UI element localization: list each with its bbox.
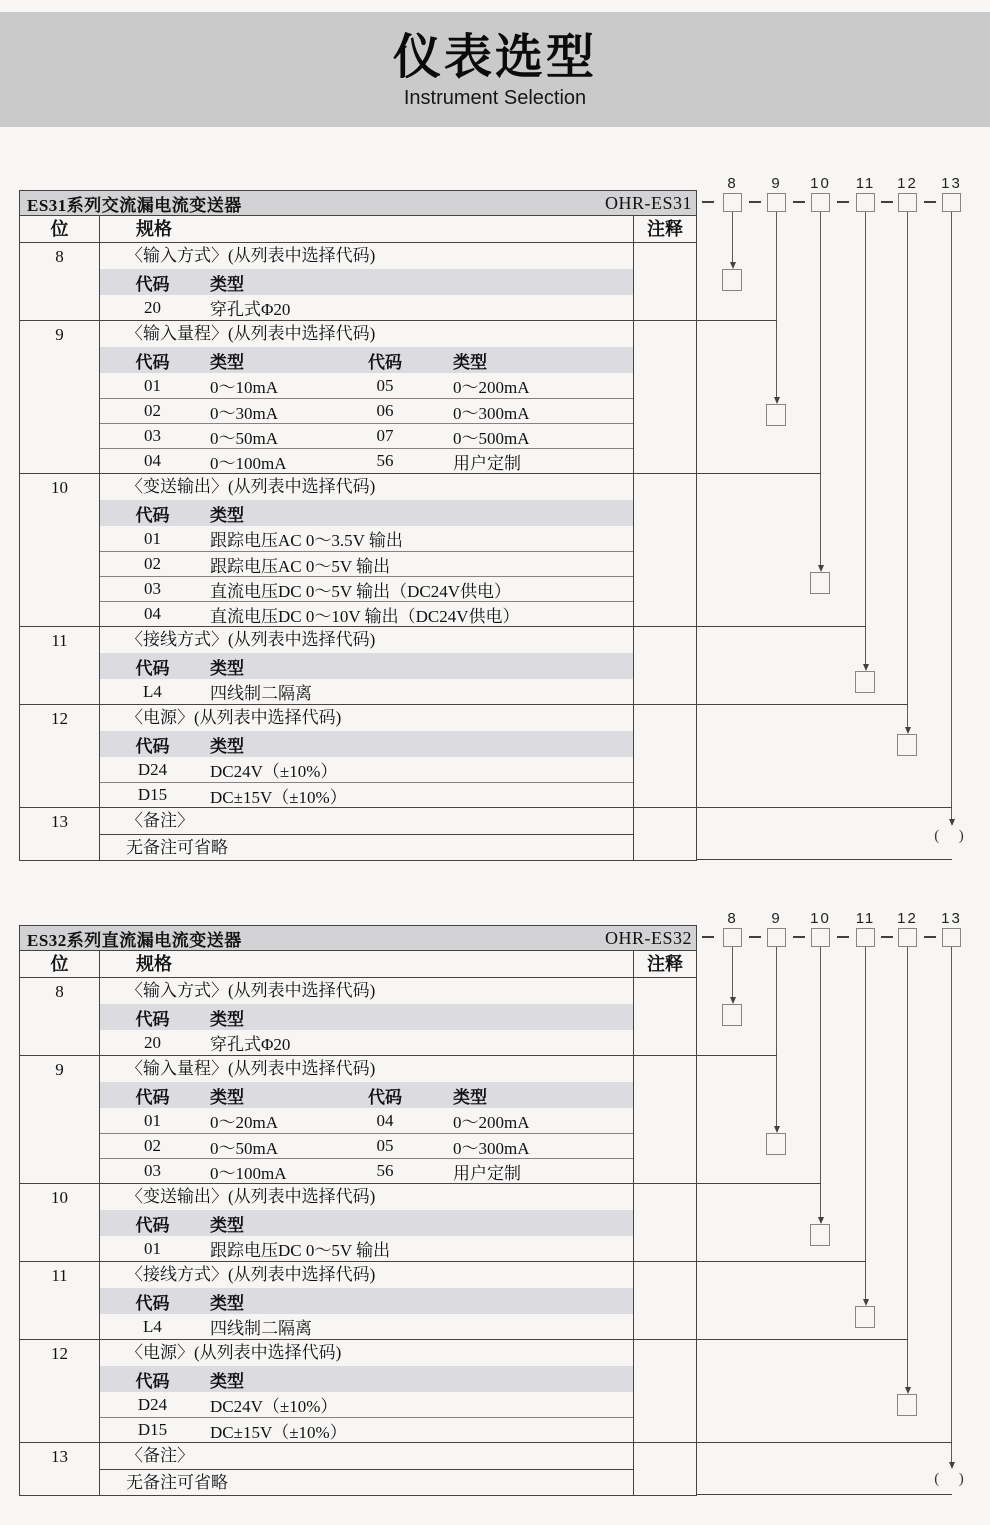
code-digit-box [723,193,742,212]
code-header-label: 代码 [135,1087,170,1107]
arrow-down-icon [730,997,736,1004]
code-cell: D15 [137,1420,168,1439]
code-row [100,1108,633,1133]
arrow-down-icon [730,262,736,269]
code-digit-box [942,928,961,947]
section-title: 〈备注〉 [126,811,194,830]
table-section [20,1183,696,1261]
code-digit-box [898,193,917,212]
code-separator-dash [749,201,761,203]
spec-cell [100,627,634,704]
column-header-position: 位 [20,951,100,977]
type-header-label: 类型 [210,1215,244,1235]
code-header-label: 代码 [135,1293,170,1313]
code-cell: 03 [144,426,161,445]
code-type-header [100,653,633,679]
code-digit-box [942,193,961,212]
type-cell: 0～30mA [210,403,278,423]
type-cell: DC±15V（±10%） [210,1422,347,1442]
spec-cell [100,1056,634,1183]
code-target-box [766,404,786,426]
drop-line [732,947,733,997]
position-number: 12 [20,705,100,807]
code-cell: 56 [376,451,394,470]
connector-line [697,1442,952,1443]
code-type-header [100,1366,633,1392]
connector-line [697,473,821,474]
code-digit-box [811,928,830,947]
connector-line [697,1183,821,1184]
code-row [100,679,633,704]
position-label: 8 [727,175,738,192]
note-cell [634,1262,696,1339]
code-header-label: 代码 [368,352,402,372]
type-header-label: 类型 [210,1371,244,1391]
position-label: 9 [771,175,782,192]
code-header-label: 代码 [135,505,170,525]
type-cell: 0～300mA [453,403,530,423]
position-label: 10 [810,175,831,192]
position-number: 10 [20,1184,100,1261]
note-cell [634,1184,696,1261]
position-label: 12 [897,175,918,192]
code-digit-box [767,193,786,212]
drop-line [951,212,952,819]
section-title: 〈变送输出〉(从列表中选择代码) [126,477,376,496]
drop-line [865,947,866,1299]
table-section [20,1442,696,1495]
code-digit-box [767,928,786,947]
code-cell: 04 [144,451,161,470]
code-row [100,1236,633,1261]
connector-line [697,704,908,705]
position-number: 9 [20,1056,100,1183]
code-row [100,448,633,473]
code-separator-dash [749,936,761,938]
type-header-label: 类型 [210,658,244,678]
arrow-down-icon [949,819,955,826]
note-cell [634,1340,696,1442]
section-title: 〈电源〉(从列表中选择代码) [126,708,342,727]
connector-line [697,1494,952,1495]
table-header-row [20,215,696,242]
position-number: 8 [20,978,100,1055]
code-cell: L4 [143,1316,162,1336]
code-cell: D24 [137,759,168,779]
connector-line [697,1339,908,1340]
type-cell: 跟踪电压AC 0～5V 输出 [210,556,391,576]
type-cell: 穿孔式Φ20 [210,300,291,319]
table-section [20,1055,696,1183]
type-header-label: 类型 [210,736,244,756]
table-sections [20,242,696,860]
arrow-down-icon [818,1217,824,1224]
code-digit-box [811,193,830,212]
code-row [100,1392,633,1417]
spec-cell [100,705,634,807]
table-section [20,977,696,1055]
section-title: 〈输入量程〉(从列表中选择代码) [126,1059,376,1078]
type-header-label: 类型 [453,352,487,372]
table-sections [20,977,696,1495]
position-number: 11 [20,1262,100,1339]
arrow-down-icon [818,565,824,572]
type-header-label: 类型 [453,1087,487,1107]
code-target-box [897,734,917,756]
position-number: 11 [20,627,100,704]
position-label: 11 [855,910,876,927]
type-header-label: 类型 [210,1293,244,1313]
code-header-label: 代码 [135,274,170,294]
spec-cell [100,1340,634,1442]
section-title: 〈输入量程〉(从列表中选择代码) [126,324,376,343]
arrow-down-icon [774,1126,780,1133]
connector-line [697,1261,866,1262]
page-subtitle: Instrument Selection [403,86,587,109]
note-cell [634,978,696,1055]
remark-parentheses: ( ) [934,828,968,844]
spec-cell [100,978,634,1055]
position-number: 8 [20,243,100,320]
code-separator-dash [924,936,936,938]
code-row [100,601,633,626]
code-separator-dash [793,936,805,938]
section-title: 〈电源〉(从列表中选择代码) [126,1343,342,1362]
position-label: 13 [941,175,962,192]
model-code: OHR-ES31 [604,192,692,213]
type-cell: DC24V（±10%） [210,1397,338,1416]
code-cell: 01 [144,1238,161,1258]
type-cell: 0～100mA [210,453,287,473]
type-header-label: 类型 [210,352,244,372]
code-cell: 02 [144,554,161,573]
type-cell: 0～300mA [453,1138,530,1158]
code-type-header [100,500,633,526]
table-title: ES32系列直流漏电流变送器 [27,930,242,950]
remark-note: 无备注可省略 [100,1469,633,1495]
code-row [100,373,633,398]
page-banner [0,12,990,127]
column-header-note: 注释 [647,954,683,974]
column-header-position: 位 [20,216,100,242]
code-header-label: 代码 [135,352,170,372]
spec-cell [100,321,634,473]
code-target-box [810,1224,830,1246]
code-type-header [100,731,633,757]
type-cell: 0～20mA [210,1113,278,1132]
table-section [20,1261,696,1339]
note-cell [634,1056,696,1183]
arrow-down-icon [905,727,911,734]
type-cell: 跟踪电压DC 0～5V 输出 [210,1241,391,1260]
code-cell: 02 [144,401,161,420]
type-header-label: 类型 [210,505,244,525]
spec-cell [100,1262,634,1339]
drop-line [776,212,777,397]
table-header-row [20,950,696,977]
section-title: 〈变送输出〉(从列表中选择代码) [126,1187,376,1206]
table-section [20,473,696,626]
code-separator-dash [793,201,805,203]
drop-line [865,212,866,664]
table-section [20,320,696,473]
note-cell [634,705,696,807]
code-target-box [722,1004,742,1026]
remark-parentheses: ( ) [934,1471,968,1487]
section-title: 〈接线方式〉(从列表中选择代码) [126,1265,376,1284]
note-cell [634,243,696,320]
column-header-spec: 规格 [100,951,634,977]
table-section [20,704,696,807]
position-label: 12 [897,910,918,927]
code-target-box [897,1394,917,1416]
type-header-label: 类型 [210,1087,244,1107]
table-section [20,242,696,320]
position-label: 11 [855,175,876,192]
position-number: 12 [20,1340,100,1442]
spec-table-es31 [19,190,697,861]
code-row [100,551,633,576]
connector-line [697,807,952,808]
column-header-spec: 规格 [100,216,634,242]
code-header-label: 代码 [135,1371,170,1391]
spec-table-es32 [19,925,697,1496]
connector-line [697,320,777,321]
note-cell [634,627,696,704]
code-header-label: 代码 [135,658,170,678]
type-cell: 直流电压DC 0～5V 输出（DC24V供电） [210,581,511,601]
code-type-header [100,269,633,295]
code-cell: 20 [144,297,161,317]
type-cell: 四线制二隔离 [210,1319,312,1338]
type-cell: 四线制二隔离 [210,684,312,703]
table-title-bar [20,926,696,950]
type-cell: 跟踪电压AC 0～3.5V 输出 [210,531,403,550]
spec-cell [100,243,634,320]
code-header-label: 代码 [135,1215,170,1235]
note-cell [634,321,696,473]
code-cell: 05 [376,1136,394,1155]
arrow-down-icon [863,1299,869,1306]
code-header-label: 代码 [368,1087,402,1107]
type-cell: 0～200mA [453,378,530,397]
connector-line [697,859,952,860]
table-section [20,1339,696,1442]
code-separator-dash [837,201,849,203]
code-cell: 04 [144,604,161,623]
note-cell [634,808,696,860]
column-header-note: 注释 [647,219,683,239]
code-separator-dash [702,936,714,938]
position-number: 13 [20,1443,100,1495]
code-type-header [100,1004,633,1030]
arrow-down-icon [774,397,780,404]
code-row [100,782,633,807]
code-cell: 01 [144,1110,161,1130]
position-number: 9 [20,321,100,473]
type-cell: 0～50mA [210,1138,278,1158]
code-target-box [722,269,742,291]
code-digit-box [723,928,742,947]
code-row [100,1314,633,1339]
code-row [100,423,633,448]
type-cell: 用户定制 [453,453,521,473]
code-digit-box [856,193,875,212]
code-cell: 56 [376,1161,394,1180]
code-digit-box [856,928,875,947]
code-separator-dash [837,936,849,938]
spec-cell [100,1443,634,1495]
section-title: 〈输入方式〉(从列表中选择代码) [126,246,376,265]
type-cell: 穿孔式Φ20 [210,1035,291,1054]
type-header-label: 类型 [210,1009,244,1029]
code-type-header [100,1210,633,1236]
code-type-header [100,1288,633,1314]
drop-line [820,212,821,565]
model-code: OHR-ES32 [604,927,692,948]
arrow-down-icon [949,1462,955,1469]
spec-cell [100,808,634,860]
connector-line [697,626,866,627]
code-row [100,1133,633,1158]
note-cell [634,1443,696,1495]
code-separator-dash [702,201,714,203]
drop-line [951,947,952,1462]
code-cell: 05 [376,375,394,395]
remark-note: 无备注可省略 [100,834,633,860]
code-separator-dash [924,201,936,203]
spec-cell [100,1184,634,1261]
code-digit-box [898,928,917,947]
code-header-label: 代码 [135,1009,170,1029]
code-target-box [855,1306,875,1328]
section-title: 〈输入方式〉(从列表中选择代码) [126,981,376,1000]
type-cell: 直流电压DC 0～10V 输出（DC24V供电） [210,606,520,626]
code-cell: D24 [137,1394,168,1414]
position-label: 8 [727,910,738,927]
type-cell: 0～500mA [453,428,530,448]
code-cell: 03 [144,1161,161,1180]
code-row [100,1158,633,1183]
code-type-header [100,1082,633,1108]
table-title: ES31系列交流漏电流变送器 [27,195,242,215]
position-number: 10 [20,474,100,626]
table-section [20,626,696,704]
arrow-down-icon [863,664,869,671]
code-header-label: 代码 [135,736,170,756]
code-row [100,526,633,551]
section-title: 〈备注〉 [126,1446,194,1465]
type-cell: DC24V（±10%） [210,762,338,781]
code-cell: 04 [376,1110,394,1130]
code-target-box [855,671,875,693]
code-cell: D15 [137,785,168,804]
code-cell: 07 [376,426,394,445]
code-target-box [766,1133,786,1155]
code-row [100,1030,633,1055]
section-title: 〈接线方式〉(从列表中选择代码) [126,630,376,649]
code-cell: L4 [143,681,162,701]
code-row [100,576,633,601]
code-separator-dash [881,936,893,938]
code-target-box [810,572,830,594]
type-cell: 0～100mA [210,1163,287,1183]
page-title: 仪表选型 [392,31,597,84]
type-cell: 0～10mA [210,378,278,397]
code-row [100,1417,633,1442]
code-cell: 02 [144,1136,161,1155]
type-cell: DC±15V（±10%） [210,787,347,807]
note-cell [634,474,696,626]
drop-line [907,212,908,727]
type-header-label: 类型 [210,274,244,294]
spec-cell [100,474,634,626]
code-cell: 01 [144,375,161,395]
code-row [100,757,633,782]
type-cell: 用户定制 [453,1163,521,1183]
position-label: 10 [810,910,831,927]
connector-line [697,1055,777,1056]
table-section [20,807,696,860]
position-label: 13 [941,910,962,927]
code-row [100,398,633,423]
code-cell: 03 [144,579,161,598]
code-cell: 01 [144,528,161,548]
type-cell: 0～200mA [453,1113,530,1132]
position-number: 13 [20,808,100,860]
arrow-down-icon [905,1387,911,1394]
code-separator-dash [881,201,893,203]
drop-line [907,947,908,1387]
drop-line [820,947,821,1217]
position-label: 9 [771,910,782,927]
code-cell: 20 [144,1032,161,1052]
code-type-header [100,347,633,373]
table-title-bar [20,191,696,215]
code-row [100,295,633,320]
type-cell: 0～50mA [210,428,278,448]
code-cell: 06 [376,401,394,420]
drop-line [732,212,733,262]
drop-line [776,947,777,1126]
